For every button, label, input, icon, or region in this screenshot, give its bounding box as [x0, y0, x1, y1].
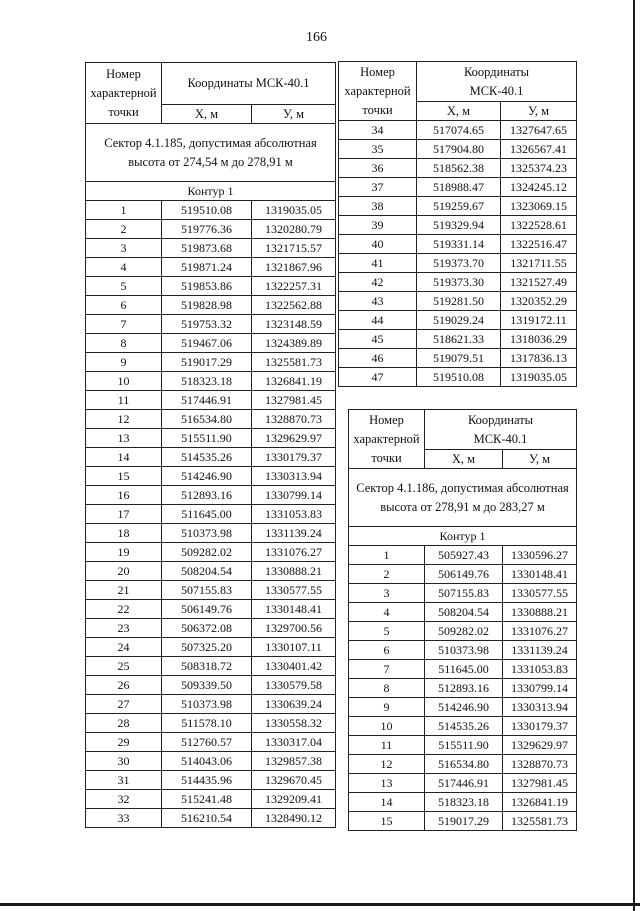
- x-coordinate-cell: 518988.47: [417, 178, 501, 197]
- table-row: [86, 467, 336, 486]
- y-coordinate-cell: 1330107.11: [252, 638, 336, 657]
- table-row: [86, 296, 336, 315]
- y-coordinate-cell: 1325581.73: [252, 353, 336, 372]
- table-row: [339, 197, 577, 216]
- point-number-cell: 45: [339, 330, 417, 349]
- x-coordinate-cell: 510373.98: [162, 695, 252, 714]
- x-coordinate-cell: 519029.24: [417, 311, 501, 330]
- point-number-cell: 43: [339, 292, 417, 311]
- point-number-cell: 15: [86, 467, 162, 486]
- x-coordinate-cell: 519079.51: [417, 349, 501, 368]
- y-coordinate-cell: 1330596.27: [503, 546, 577, 565]
- x-coordinate-cell: 517446.91: [425, 774, 503, 793]
- x-coordinate-cell: 508318.72: [162, 657, 252, 676]
- table-row: [86, 505, 336, 524]
- table-row: [86, 638, 336, 657]
- point-number-cell: 6: [349, 641, 425, 660]
- table-row: [86, 543, 336, 562]
- y-coordinate-cell: 1322516.47: [501, 235, 577, 254]
- point-number-cell: 7: [349, 660, 425, 679]
- x-coordinate-cell: 519873.68: [162, 239, 252, 258]
- header-coordinates: Координаты МСК-40.1: [162, 63, 336, 105]
- point-number-cell: 28: [86, 714, 162, 733]
- point-number-cell: 24: [86, 638, 162, 657]
- table-row: [349, 565, 577, 584]
- y-coordinate-cell: 1319172.11: [501, 311, 577, 330]
- x-coordinate-cell: 514043.06: [162, 752, 252, 771]
- point-number-cell: 13: [349, 774, 425, 793]
- table-row: [86, 600, 336, 619]
- table-row: [86, 239, 336, 258]
- y-coordinate-cell: 1330558.32: [252, 714, 336, 733]
- page-number: 166: [306, 30, 327, 45]
- table-row: [339, 273, 577, 292]
- table-row: [339, 140, 577, 159]
- sector-title: Сектор 4.1.186, допустимая абсолютная высота от 278,91 м до 283,27 м: [349, 469, 577, 527]
- x-coordinate-cell: 509339.50: [162, 676, 252, 695]
- y-coordinate-cell: 1317836.13: [501, 349, 577, 368]
- y-coordinate-cell: 1326841.19: [503, 793, 577, 812]
- point-number-cell: 2: [86, 220, 162, 239]
- point-number-cell: 40: [339, 235, 417, 254]
- point-number-cell: 20: [86, 562, 162, 581]
- table-row: [86, 201, 336, 220]
- point-number-cell: 5: [86, 277, 162, 296]
- y-coordinate-cell: 1321867.96: [252, 258, 336, 277]
- point-number-cell: 22: [86, 600, 162, 619]
- point-number-cell: 38: [339, 197, 417, 216]
- y-coordinate-cell: 1331076.27: [503, 622, 577, 641]
- table-row: [349, 641, 577, 660]
- header-x: X, м: [417, 102, 501, 121]
- y-coordinate-cell: 1331076.27: [252, 543, 336, 562]
- point-number-cell: 30: [86, 752, 162, 771]
- header-coordinates: Координаты МСК-40.1: [425, 410, 577, 450]
- table-row: [86, 258, 336, 277]
- y-coordinate-cell: 1323069.15: [501, 197, 577, 216]
- y-coordinate-cell: 1329857.38: [252, 752, 336, 771]
- y-coordinate-cell: 1325374.23: [501, 159, 577, 178]
- table-row: [86, 353, 336, 372]
- x-coordinate-cell: 519828.98: [162, 296, 252, 315]
- x-coordinate-cell: 510373.98: [425, 641, 503, 660]
- table-row: [86, 429, 336, 448]
- y-coordinate-cell: 1329670.45: [252, 771, 336, 790]
- point-number-cell: 8: [86, 334, 162, 353]
- table-row: [339, 254, 577, 273]
- table-row: [86, 448, 336, 467]
- y-coordinate-cell: 1319035.05: [501, 368, 577, 387]
- table-row: [86, 695, 336, 714]
- table-row: [86, 391, 336, 410]
- table-row: [86, 809, 336, 828]
- point-number-cell: 6: [86, 296, 162, 315]
- point-number-cell: 41: [339, 254, 417, 273]
- y-coordinate-cell: 1329700.56: [252, 619, 336, 638]
- table-row: [349, 660, 577, 679]
- table-row: [86, 315, 336, 334]
- point-number-cell: 33: [86, 809, 162, 828]
- x-coordinate-cell: 519510.08: [162, 201, 252, 220]
- header-x: X, м: [162, 105, 252, 124]
- x-coordinate-cell: 519259.67: [417, 197, 501, 216]
- point-number-cell: 3: [86, 239, 162, 258]
- table-row: [86, 277, 336, 296]
- point-number-cell: 11: [86, 391, 162, 410]
- point-number-cell: 8: [349, 679, 425, 698]
- x-coordinate-cell: 519329.94: [417, 216, 501, 235]
- point-number-cell: 10: [86, 372, 162, 391]
- point-number-cell: 26: [86, 676, 162, 695]
- y-coordinate-cell: 1330401.42: [252, 657, 336, 676]
- y-coordinate-cell: 1321527.49: [501, 273, 577, 292]
- x-coordinate-cell: 515511.90: [425, 736, 503, 755]
- point-number-cell: 12: [86, 410, 162, 429]
- y-coordinate-cell: 1322562.88: [252, 296, 336, 315]
- x-coordinate-cell: 519510.08: [417, 368, 501, 387]
- y-coordinate-cell: 1330577.55: [252, 581, 336, 600]
- x-coordinate-cell: 505927.43: [425, 546, 503, 565]
- x-coordinate-cell: 515241.48: [162, 790, 252, 809]
- point-number-cell: 44: [339, 311, 417, 330]
- y-coordinate-cell: 1319035.05: [252, 201, 336, 220]
- point-number-cell: 31: [86, 771, 162, 790]
- y-coordinate-cell: 1330148.41: [503, 565, 577, 584]
- y-coordinate-cell: 1328870.73: [252, 410, 336, 429]
- table-row: [86, 562, 336, 581]
- y-coordinate-cell: 1330579.58: [252, 676, 336, 695]
- header-y: У, м: [252, 105, 336, 124]
- y-coordinate-cell: 1322257.31: [252, 277, 336, 296]
- y-coordinate-cell: 1330888.21: [503, 603, 577, 622]
- table-row: [339, 292, 577, 311]
- x-coordinate-cell: 507325.20: [162, 638, 252, 657]
- coordinates-table-sector-185: [85, 62, 336, 828]
- page-edge-bottom: [0, 903, 640, 906]
- y-coordinate-cell: 1321715.57: [252, 239, 336, 258]
- point-number-cell: 5: [349, 622, 425, 641]
- y-coordinate-cell: 1330577.55: [503, 584, 577, 603]
- x-coordinate-cell: 509282.02: [162, 543, 252, 562]
- table-row: [349, 584, 577, 603]
- table-row: [349, 755, 577, 774]
- y-coordinate-cell: 1327981.45: [503, 774, 577, 793]
- x-coordinate-cell: 518323.18: [425, 793, 503, 812]
- x-coordinate-cell: 517074.65: [417, 121, 501, 140]
- table-row: [86, 771, 336, 790]
- x-coordinate-cell: 519373.30: [417, 273, 501, 292]
- point-number-cell: 17: [86, 505, 162, 524]
- table-row: [349, 736, 577, 755]
- table-row: [349, 603, 577, 622]
- x-coordinate-cell: 507155.83: [162, 581, 252, 600]
- table-row: [339, 121, 577, 140]
- y-coordinate-cell: 1331139.24: [503, 641, 577, 660]
- table-row: [339, 368, 577, 387]
- x-coordinate-cell: 508204.54: [162, 562, 252, 581]
- x-coordinate-cell: 519017.29: [425, 812, 503, 831]
- table-row: [349, 679, 577, 698]
- table-row: [86, 220, 336, 239]
- y-coordinate-cell: 1320352.29: [501, 292, 577, 311]
- table-row: [86, 657, 336, 676]
- point-number-cell: 16: [86, 486, 162, 505]
- table-row: [86, 410, 336, 429]
- point-number-cell: 37: [339, 178, 417, 197]
- table-row: [339, 235, 577, 254]
- y-coordinate-cell: 1326841.19: [252, 372, 336, 391]
- header-y: У, м: [503, 450, 577, 469]
- x-coordinate-cell: 511645.00: [162, 505, 252, 524]
- x-coordinate-cell: 519331.14: [417, 235, 501, 254]
- point-number-cell: 46: [339, 349, 417, 368]
- table-row: [349, 698, 577, 717]
- point-number-cell: 9: [86, 353, 162, 372]
- y-coordinate-cell: 1328870.73: [503, 755, 577, 774]
- point-number-cell: 14: [349, 793, 425, 812]
- y-coordinate-cell: 1324245.12: [501, 178, 577, 197]
- y-coordinate-cell: 1318036.29: [501, 330, 577, 349]
- point-number-cell: 23: [86, 619, 162, 638]
- header-point-number: Номер характерной точки: [349, 410, 425, 469]
- table-row: [86, 714, 336, 733]
- y-coordinate-cell: 1323148.59: [252, 315, 336, 334]
- point-number-cell: 21: [86, 581, 162, 600]
- coordinates-table-continued: [338, 61, 577, 387]
- x-coordinate-cell: 519373.70: [417, 254, 501, 273]
- x-coordinate-cell: 514535.26: [425, 717, 503, 736]
- point-number-cell: 42: [339, 273, 417, 292]
- table-row: [349, 774, 577, 793]
- x-coordinate-cell: 507155.83: [425, 584, 503, 603]
- x-coordinate-cell: 515511.90: [162, 429, 252, 448]
- x-coordinate-cell: 514435.96: [162, 771, 252, 790]
- point-number-cell: 7: [86, 315, 162, 334]
- x-coordinate-cell: 516210.54: [162, 809, 252, 828]
- point-number-cell: 1: [349, 546, 425, 565]
- y-coordinate-cell: 1330179.37: [252, 448, 336, 467]
- x-coordinate-cell: 511578.10: [162, 714, 252, 733]
- header-x: X, м: [425, 450, 503, 469]
- y-coordinate-cell: 1331053.83: [503, 660, 577, 679]
- point-number-cell: 3: [349, 584, 425, 603]
- sector-title: Сектор 4.1.185, допустимая абсолютная высота от 274,54 м до 278,91 м: [86, 124, 336, 182]
- point-number-cell: 27: [86, 695, 162, 714]
- y-coordinate-cell: 1329629.97: [503, 736, 577, 755]
- point-number-cell: 1: [86, 201, 162, 220]
- table-row: [339, 330, 577, 349]
- y-coordinate-cell: 1330313.94: [503, 698, 577, 717]
- table-row: [339, 159, 577, 178]
- header-point-number: Номер характерной точки: [339, 62, 417, 121]
- x-coordinate-cell: 512893.16: [162, 486, 252, 505]
- point-number-cell: 10: [349, 717, 425, 736]
- table-row: [349, 622, 577, 641]
- y-coordinate-cell: 1321711.55: [501, 254, 577, 273]
- table-row: [86, 619, 336, 638]
- y-coordinate-cell: 1326567.41: [501, 140, 577, 159]
- y-coordinate-cell: 1330888.21: [252, 562, 336, 581]
- x-coordinate-cell: 506149.76: [425, 565, 503, 584]
- y-coordinate-cell: 1324389.89: [252, 334, 336, 353]
- header-y: У, м: [501, 102, 577, 121]
- y-coordinate-cell: 1331139.24: [252, 524, 336, 543]
- point-number-cell: 18: [86, 524, 162, 543]
- x-coordinate-cell: 519281.50: [417, 292, 501, 311]
- x-coordinate-cell: 517446.91: [162, 391, 252, 410]
- y-coordinate-cell: 1330179.37: [503, 717, 577, 736]
- point-number-cell: 36: [339, 159, 417, 178]
- y-coordinate-cell: 1328490.12: [252, 809, 336, 828]
- table-row: [86, 486, 336, 505]
- y-coordinate-cell: 1330639.24: [252, 695, 336, 714]
- table-row: [349, 717, 577, 736]
- point-number-cell: 4: [86, 258, 162, 277]
- point-number-cell: 25: [86, 657, 162, 676]
- x-coordinate-cell: 519467.06: [162, 334, 252, 353]
- x-coordinate-cell: 518323.18: [162, 372, 252, 391]
- table-row: [339, 178, 577, 197]
- x-coordinate-cell: 509282.02: [425, 622, 503, 641]
- point-number-cell: 19: [86, 543, 162, 562]
- header-point-number: Номер характерной точки: [86, 63, 162, 124]
- table-row: [339, 349, 577, 368]
- x-coordinate-cell: 514246.90: [162, 467, 252, 486]
- y-coordinate-cell: 1322528.61: [501, 216, 577, 235]
- y-coordinate-cell: 1330799.14: [503, 679, 577, 698]
- y-coordinate-cell: 1320280.79: [252, 220, 336, 239]
- table-row: [86, 524, 336, 543]
- table-row: [86, 581, 336, 600]
- table-row: [86, 334, 336, 353]
- table-row: [349, 812, 577, 831]
- table-row: [86, 733, 336, 752]
- y-coordinate-cell: 1329629.97: [252, 429, 336, 448]
- y-coordinate-cell: 1325581.73: [503, 812, 577, 831]
- point-number-cell: 15: [349, 812, 425, 831]
- x-coordinate-cell: 506372.08: [162, 619, 252, 638]
- x-coordinate-cell: 508204.54: [425, 603, 503, 622]
- point-number-cell: 29: [86, 733, 162, 752]
- y-coordinate-cell: 1330313.94: [252, 467, 336, 486]
- header-coordinates: Координаты МСК-40.1: [417, 62, 577, 102]
- point-number-cell: 13: [86, 429, 162, 448]
- point-number-cell: 9: [349, 698, 425, 717]
- x-coordinate-cell: 514246.90: [425, 698, 503, 717]
- contour-title: Контур 1: [349, 527, 577, 546]
- y-coordinate-cell: 1330799.14: [252, 486, 336, 505]
- x-coordinate-cell: 519776.36: [162, 220, 252, 239]
- x-coordinate-cell: 512893.16: [425, 679, 503, 698]
- x-coordinate-cell: 514535.26: [162, 448, 252, 467]
- table-row: [86, 790, 336, 809]
- point-number-cell: 35: [339, 140, 417, 159]
- y-coordinate-cell: 1329209.41: [252, 790, 336, 809]
- table-row: [349, 793, 577, 812]
- y-coordinate-cell: 1327647.65: [501, 121, 577, 140]
- x-coordinate-cell: 511645.00: [425, 660, 503, 679]
- table-row: [86, 752, 336, 771]
- x-coordinate-cell: 518621.33: [417, 330, 501, 349]
- y-coordinate-cell: 1331053.83: [252, 505, 336, 524]
- table-row: [86, 372, 336, 391]
- x-coordinate-cell: 510373.98: [162, 524, 252, 543]
- x-coordinate-cell: 506149.76: [162, 600, 252, 619]
- x-coordinate-cell: 517904.80: [417, 140, 501, 159]
- y-coordinate-cell: 1330317.04: [252, 733, 336, 752]
- contour-title: Контур 1: [86, 182, 336, 201]
- y-coordinate-cell: 1330148.41: [252, 600, 336, 619]
- x-coordinate-cell: 516534.80: [425, 755, 503, 774]
- x-coordinate-cell: 512760.57: [162, 733, 252, 752]
- table-row: [86, 676, 336, 695]
- x-coordinate-cell: 516534.80: [162, 410, 252, 429]
- point-number-cell: 14: [86, 448, 162, 467]
- table-row: [339, 311, 577, 330]
- point-number-cell: 12: [349, 755, 425, 774]
- point-number-cell: 39: [339, 216, 417, 235]
- point-number-cell: 4: [349, 603, 425, 622]
- point-number-cell: 47: [339, 368, 417, 387]
- x-coordinate-cell: 519871.24: [162, 258, 252, 277]
- point-number-cell: 11: [349, 736, 425, 755]
- point-number-cell: 2: [349, 565, 425, 584]
- x-coordinate-cell: 519753.32: [162, 315, 252, 334]
- point-number-cell: 34: [339, 121, 417, 140]
- x-coordinate-cell: 519017.29: [162, 353, 252, 372]
- table-row: [349, 546, 577, 565]
- coordinates-table-sector-186: [348, 409, 577, 831]
- x-coordinate-cell: 518562.38: [417, 159, 501, 178]
- page-edge-right: [633, 0, 635, 911]
- point-number-cell: 32: [86, 790, 162, 809]
- x-coordinate-cell: 519853.86: [162, 277, 252, 296]
- y-coordinate-cell: 1327981.45: [252, 391, 336, 410]
- table-row: [339, 216, 577, 235]
